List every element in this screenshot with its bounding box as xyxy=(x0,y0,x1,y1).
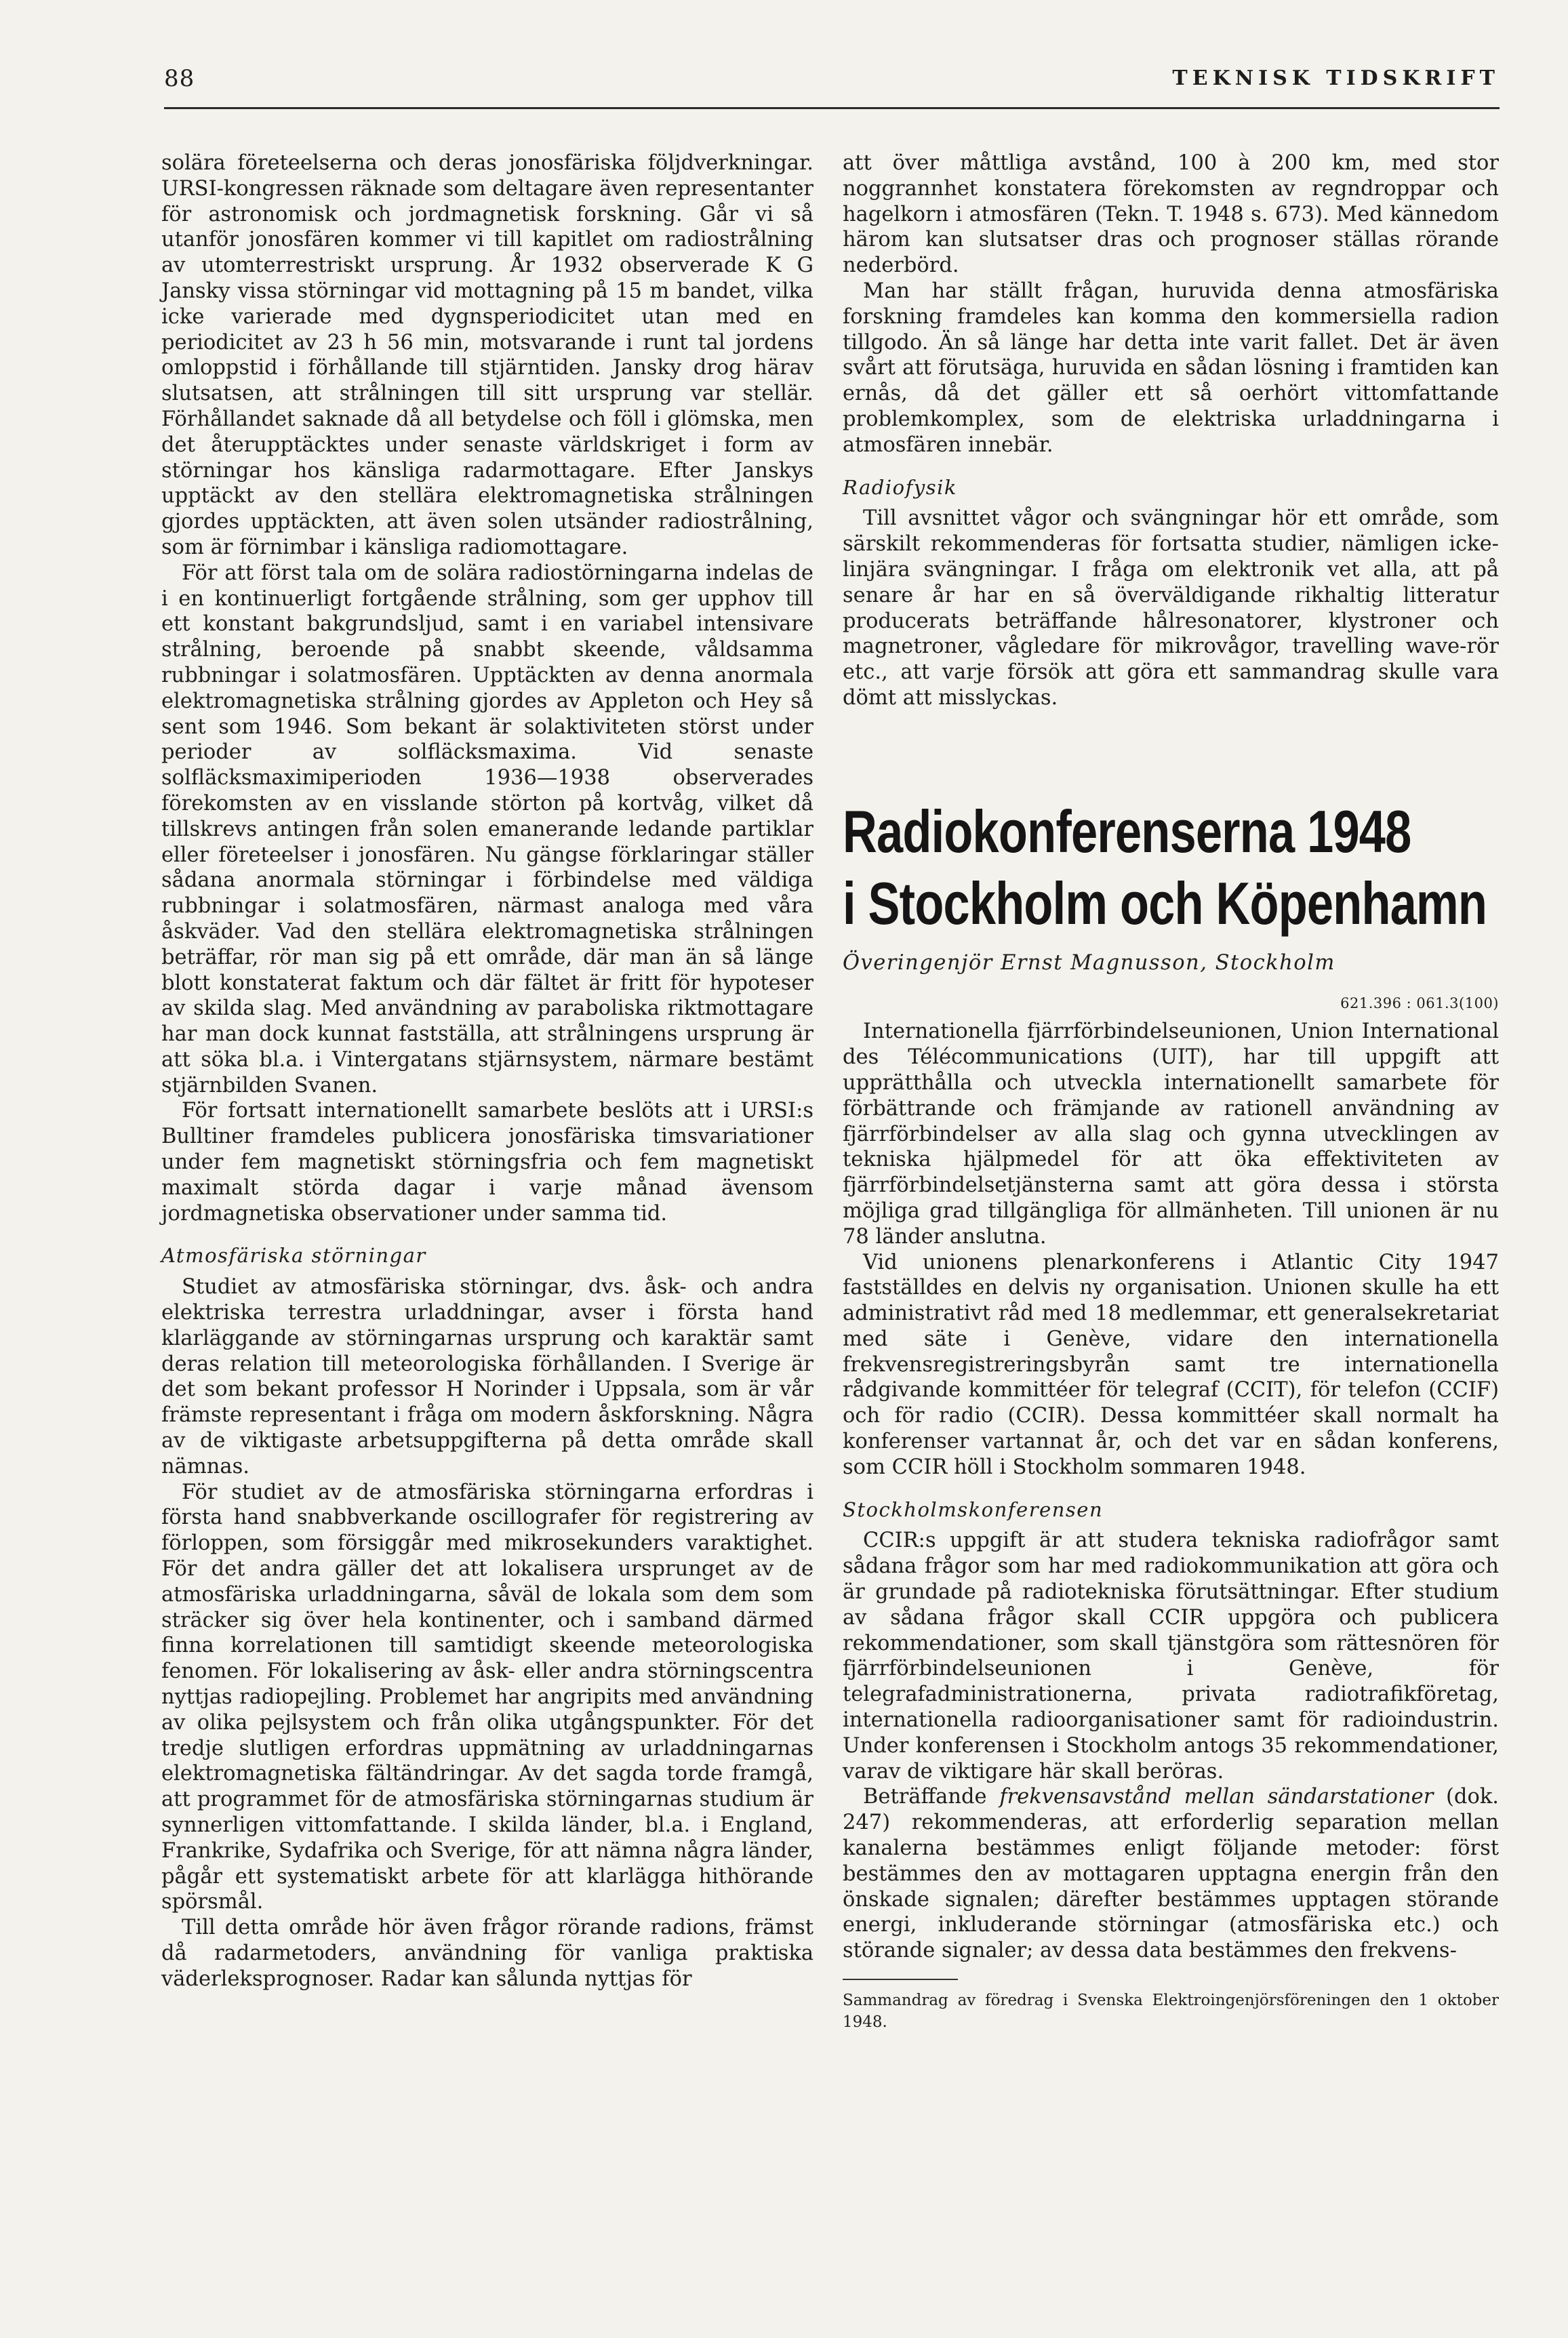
paragraph: För fortsatt internationellt samarbete beslöts att i URSI:s Bulltiner framdeles publicera jonosfäriska timsvariationer under fem magnetiskt störningsfria och fem magnetiskt maximalt störda dagar i varje månad ävensom jordmagnetiska observationer under samma tid. xyxy=(161,1099,813,1226)
paragraph: CCIR:s uppgift är att studera tekniska radiofrågor samt sådana frågor som har med radiokommunikation att göra och är grundade på radiotekniska förutsättningar. Efter studium av sådana frågor skall CCIR uppgöra och publicera rekommendationer, som skall tjänstgöra som rättesnören för fjärrförbindelseunionen i Genève, för telegrafadministrationerna, privata radiotrafikföretag, internationella radioorganisationer samt för radioindustrin. Under konferensen i Stockholm antogs 35 rekommendationer, varav de viktigare här skall beröras. xyxy=(843,1529,1499,1783)
byline: Överingenjör Ernst Magnusson, Stockholm xyxy=(843,950,1335,975)
paragraph: För att först tala om de solära radiostörningarna indelas de i en kontinuerligt fortgående strålning, som ger upphov till ett konstant bakgrundsljud, samt i en variabel intensivare strålning, beroende på snabbt skeende, våldsamma rubbningar i solatmosfären. Upptäckten av denna anormala elektromagnetiska strålning gjordes av Appleton och Hey så sent som 1946. Som bekant är solaktiviteten störst under perioder av solfläcksmaxima. Vid senaste solfläcksmaximiperioden 1936—1938 observerades förekomsten av en visslande störton på kortvåg, vilket då tillskrevs antingen från solen emanerande ledande partiklar eller företeelser i jonosfären. Nu gängse förklaringar ställer sådana anormala störningar i förbindelse med väldiga rubbningar i solatmosfären, närmast analoga med våra åskväder. Vad den stellära elektromagnetiska strålningen beträffar, rör man sig på ett område, där man än så länge blott konstaterat faktum och där fältet är fritt för hypoteser av skilda slag. Med användning av paraboliska riktmottagare har man dock kunnat fastställa, att strålningens ursprung är att söka bl.a. i Vintergatans stjärnsystem, närmare bestämt stjärnbilden Svanen. xyxy=(161,561,813,1097)
running-header xyxy=(164,65,1500,106)
text-run: Beträffande xyxy=(863,1785,987,1809)
paragraph: Studiet av atmosfäriska störningar, dvs. åsk- och andra elektriska terrestra urladdningar, avser i första hand klarläggande av störningarnas ursprung och karaktär samt deras relation till meteorologiska förhållanden. I Sverige är det som bekant professor H Norinder i Uppsala, som är vår främste representant i fråga om modern åskforskning. Några av de viktigaste arbetsuppgifterna på detta område skall nämnas. xyxy=(161,1275,813,1478)
paragraph: solära företeelserna och deras jonosfäriska följdverkningar. URSI-kongressen räknade som deltagare även representanter för astronomisk och jordmagnetisk forskning. Går vi så utanför jonosfären kommer vi till kapitlet om radiostrålning av utomterrestriskt ursprung. År 1932 observerade K G Jansky vissa störningar vid mottagning på 15 m bandet, vilka icke varierade med dygnsperiodicitet utan med en periodicitet av 23 h 56 min, motsvarande i runt tal jordens omloppstid i förhållande till stjärntiden. Jansky drog härav slutsatsen, att strålningen till sitt ursprung var stellär. Förhållandet saknade då all betydelse och föll i glömska, men det återupptäcktes under senaste världskriget i form av störningar hos känsliga radarmottagare. Efter Janskys upptäckt av den stellära elektromagnetiska strålningen gjordes upptäckten, att även solen utsänder radiostrålning, som är förnimbar i känsliga radiomottagare. xyxy=(161,151,813,559)
left-column xyxy=(161,150,813,1992)
classification-code: 621.396 : 061.3(100) xyxy=(1340,994,1499,1011)
article-title-line: i Stockholm och Köpenhamn xyxy=(843,869,1487,937)
section-heading-radiofysik: Radiofysik xyxy=(843,475,957,499)
right-column xyxy=(843,150,1499,2033)
article-title-line: Radiokonferenserna 1948 xyxy=(843,797,1411,865)
paragraph xyxy=(843,1784,1499,1964)
journal-title: TEKNISK TIDSKRIFT xyxy=(1172,66,1500,90)
paragraph: Till avsnittet vågor och svängningar hör ett område, som särskilt rekommenderas för fortsatta studier, nämligen icke-linjära svängningar. I fråga om elektronik vet alla, att på senare år har en så överväldigande rikhaltig litteratur producerats beträffande hålresonatorer, klystroner och magnetroner, vågledare för mikrovågor, travelling wave-rör etc., att varje försök att göra ett sammandrag skulle vara dömt att misslyckas. xyxy=(843,506,1499,710)
section-heading-stockholm: Stockholmskonferensen xyxy=(843,1497,1104,1521)
paragraph: Man har ställt frågan, huruvida denna atmosfäriska forskning framdeles kan komma den kommersiella radion tillgodo. Än så länge har detta inte varit fallet. Det är även svårt att förutsäga, huruvida en sådan lösning i framtiden kan ernås, då det gäller ett så oerhört vittomfattande problemkomplex, som de elektriska urladdningarna i atmosfären innebär. xyxy=(843,279,1499,457)
paragraph: Vid unionens plenarkonferens i Atlantic City 1947 fastställdes en delvis ny organisation. Unionen skulle ha ett administrativt råd med 18 medlemmar, ett generalsekretariat med säte i Genève, vidare den internationella frekvensregistreringsbyrån samt tre internationella rådgivande kommittéer för telegraf (CCIT), för telefon (CCIF) och för radio (CCIR). Dessa kommittéer skall normalt ha konferenser vartannat år, och det var en sådan konferens, som CCIR höll i Stockholm sommaren 1948. xyxy=(843,1250,1499,1479)
article-title xyxy=(843,796,1499,940)
italic-text-run: frekvensavstånd mellan sändarstationer xyxy=(999,1785,1434,1809)
paragraph: att över måttliga avstånd, 100 à 200 km, med stor noggrannhet konstatera förekomsten av regndroppar och hagelkorn i atmosfären (Tekn. T. 1948 s. 673). Med kännedom härom kan slutsatser dras och prognoser ställas rörande nederbörd. xyxy=(843,151,1499,278)
page-number: 88 xyxy=(164,65,195,92)
section-heading-atmospheric: Atmosfäriska störningar xyxy=(161,1244,426,1268)
paragraph: Internationella fjärrförbindelseunionen, Union International des Télécommunications (UIT), har till uppgift att upprätthålla och utveckla internationellt samarbete för förbättrande och främjande av rationell användning av fjärrförbindelser av alla slag och gynna utvecklingen av tekniska hjälpmedel för att öka effektiviteten av fjärrförbindelsetjänsterna samt att göra dessa i största möjliga grad tillgängliga för allmänheten. Till unionen är nu 78 länder anslutna. xyxy=(843,1020,1499,1249)
paragraph: För studiet av de atmosfäriska störningarna erfordras i första hand snabbverkande oscillografer för registrering av förloppen, som försiggår med mikrosekunders varaktighet. För det andra gäller det att lokalisera ursprunget av de atmosfäriska urladdningarna, såväl de lokala som dem som sträcker sig över hela kontinenter, och i samband därmed finna korrelationen till samtidigt skeende meteorologiska fenomen. För lokalisering av åsk- eller andra störningscentra nyttjas radiopejling. Problemet har angripits med användning av olika pejlsystem och från olika utgångspunkter. För det tredje slutligen erfordras uppmätning av urladdningarnas elektromagnetiska fältändringar. Av det sagda torde framgå, att programmet för de atmosfäriska störningarnas studium är synnerligen vittomfattande. I skilda länder, bl.a. i England, Frankrike, Sydafrika och Sverige, för att nämna några länder, pågår ett systematiskt arbete för att klarlägga hithörande spörsmål. xyxy=(161,1480,813,1914)
footnote: Sammandrag av föredrag i Svenska Elektroingenjörsföreningen den 1 oktober 1948. xyxy=(843,1992,1499,2032)
footnote-rule xyxy=(843,1979,958,1980)
paragraph: Till detta område hör även frågor rörande radions, främst då radarmetoders, användning för vanliga praktiska väderleksprognoser. Radar kan sålunda nyttjas för xyxy=(161,1916,813,1991)
text-run: (dok. 247) rekommenderas, att erforderlig separation mellan kanalerna bestämmes enligt följande metoder: först bestämmes den av mottagaren upptagna energin från den önskade signalen; därefter bestämmes upptagen störande energi, inkluderande störningar (atmosfäriska etc.) och störande signaler; av dessa data bestämmes den frekvens- xyxy=(843,1785,1499,1963)
header-rule xyxy=(164,107,1500,109)
